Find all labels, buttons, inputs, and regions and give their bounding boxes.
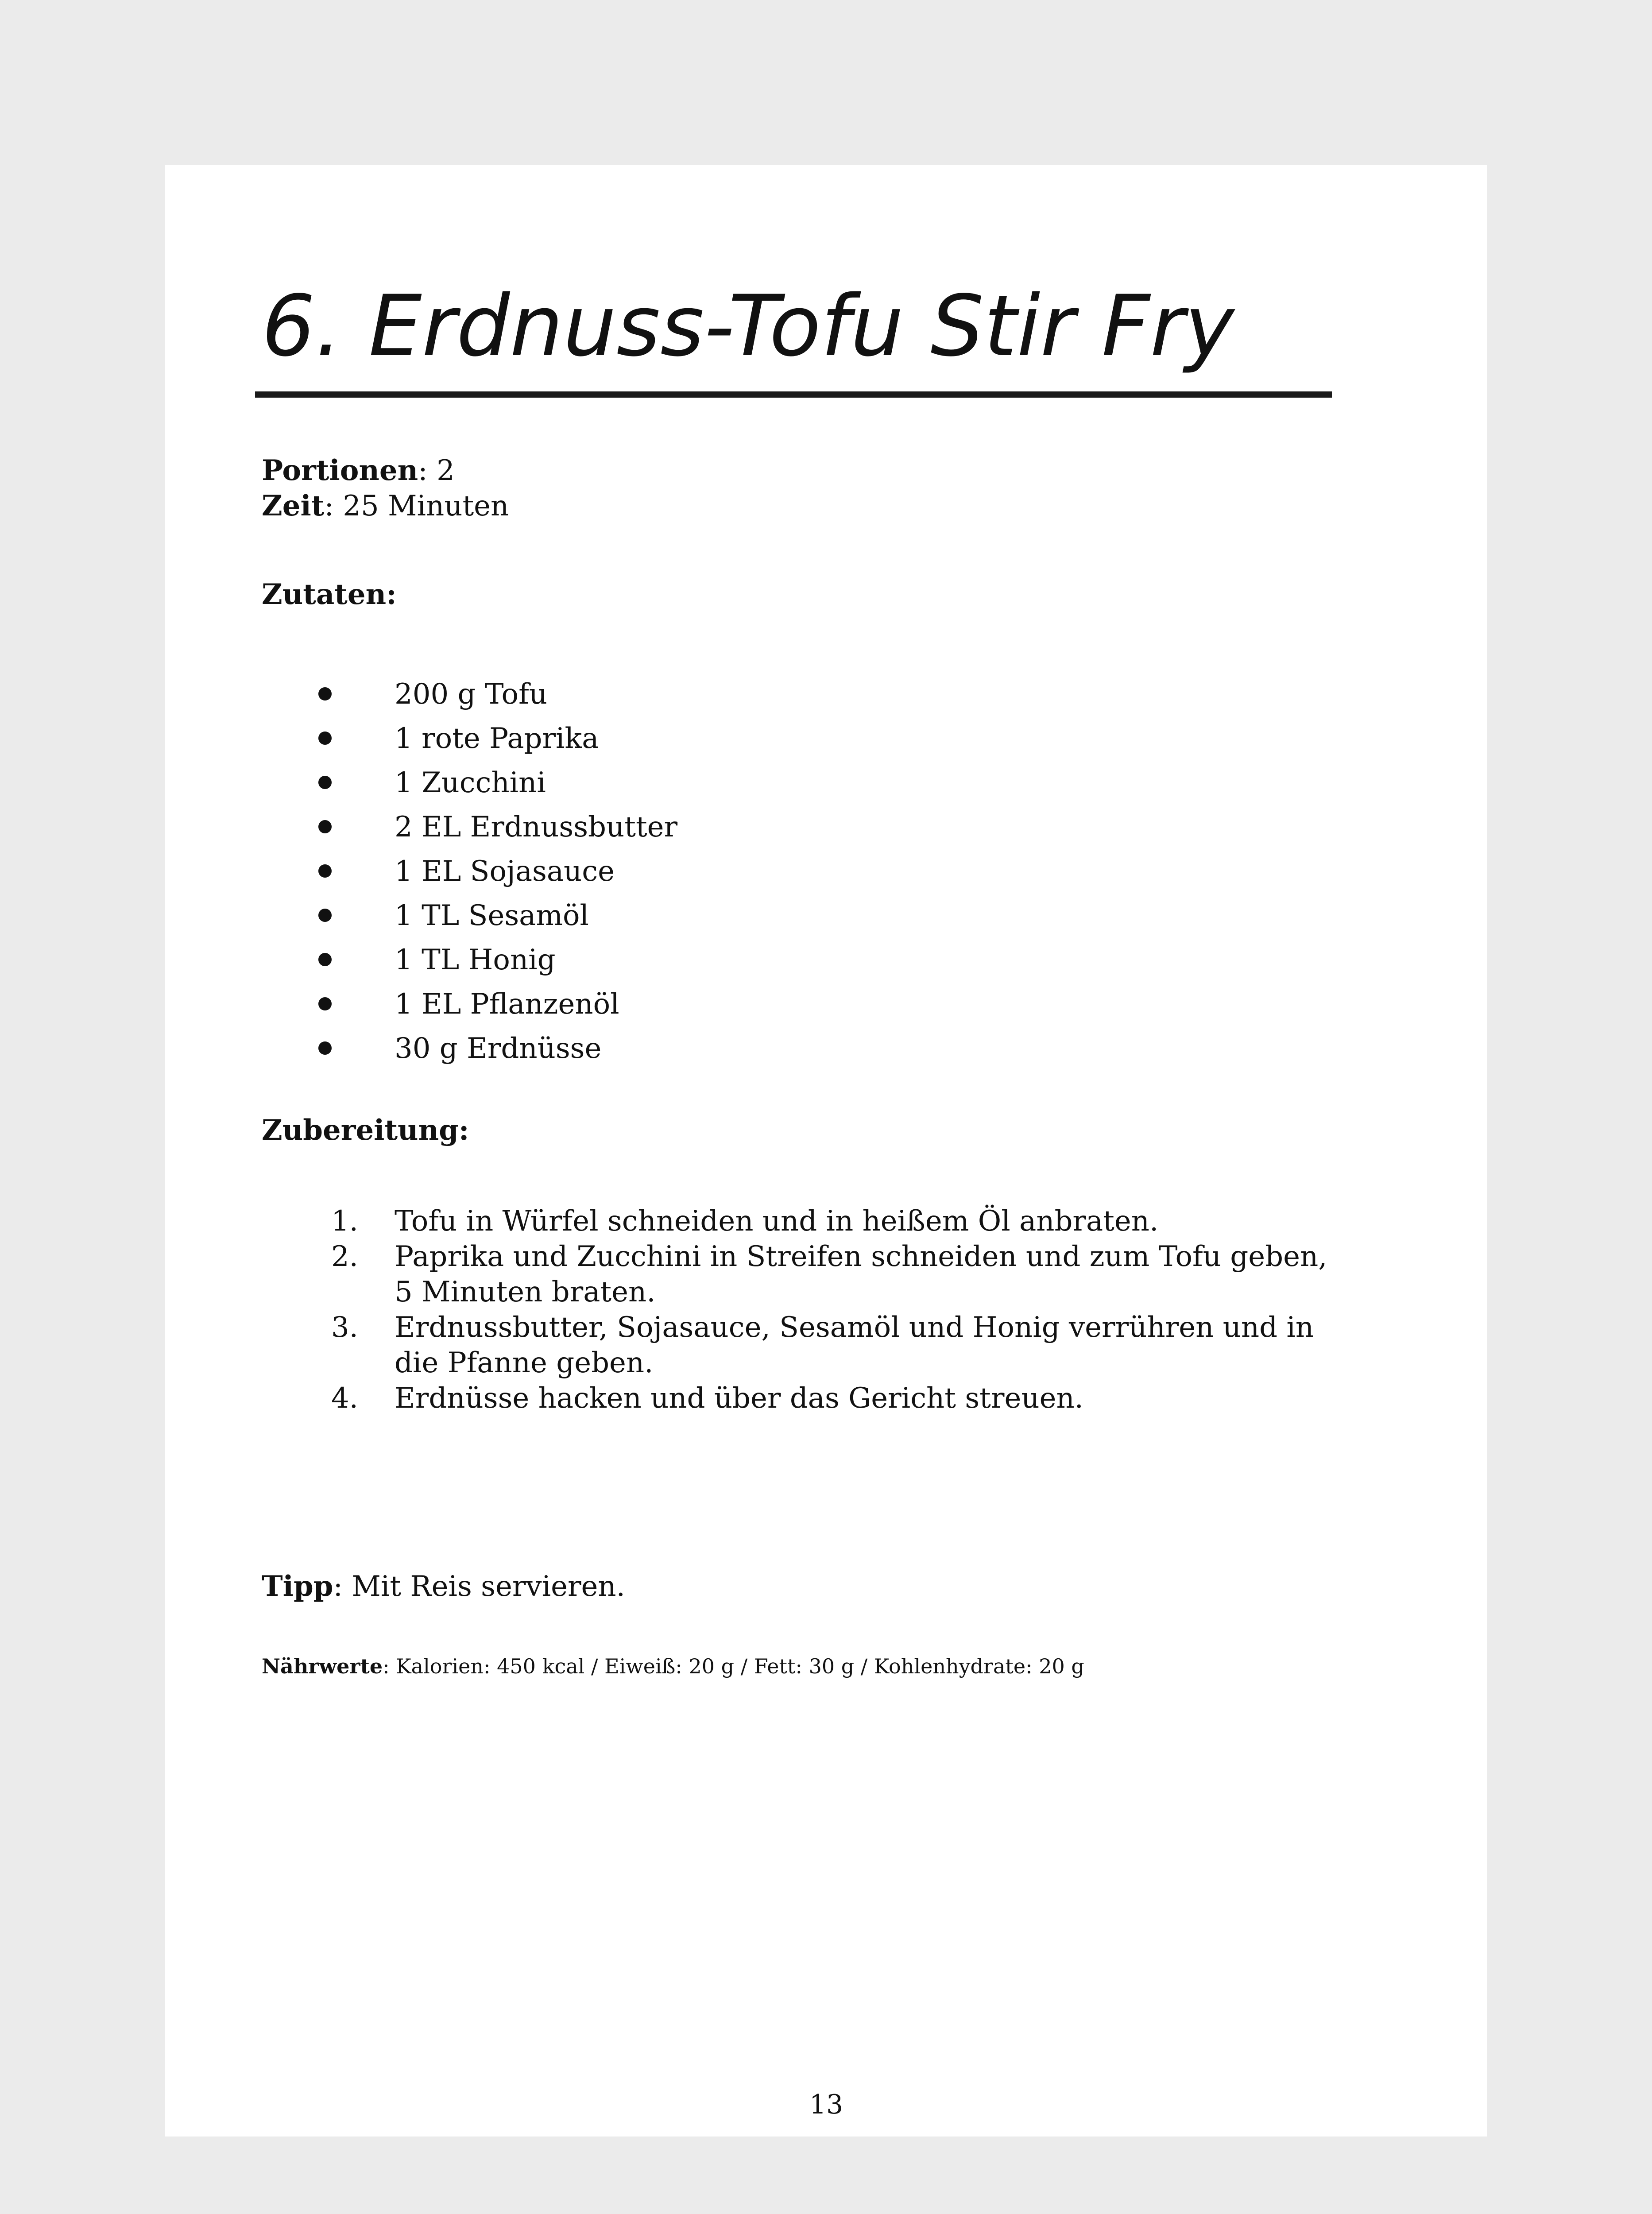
recipe-title: 6. Erdnuss-Tofu Stir Fry xyxy=(262,277,1234,375)
step-text: Tofu in Würfel schneiden und in heißem Öl anbraten. xyxy=(395,1205,1159,1238)
portions-label: Portionen xyxy=(262,454,418,487)
step-text: Paprika und Zucchini in Streifen schneiden und zum Tofu geben, 5 Minuten braten. xyxy=(395,1240,1327,1308)
step-number: 4. xyxy=(331,1382,358,1415)
steps-heading: Zubereitung: xyxy=(262,1114,469,1147)
step-text: Erdnussbutter, Sojasauce, Sesamöl und Honig verrühren und in die Pfanne geben. xyxy=(395,1311,1314,1379)
portions-value: : 2 xyxy=(418,454,455,487)
page-number: 13 xyxy=(809,2089,843,2120)
tip-line xyxy=(262,1569,625,1604)
nutrition-line xyxy=(262,1653,1084,1680)
step-number: 1. xyxy=(331,1205,358,1238)
document-page: 6. Erdnuss-Tofu Stir Fry Portionen: 2 Zeit: 25 Minuten Zutaten: 200 g Tofu 1 rote Paprika 1 Zucchini 2 EL Erdnussbutter 1 EL Sojasauce 1 TL Sesamöl 1 TL Honig 1 EL Pflanzenöl 30 g Erdnüsse Zubereitung: 1. Tofu in Würfel schneiden und in heißem Öl anbraten. 2. Paprika und Zucchini in Streifen schneiden und zum Tofu geben, 5 Minuten braten. 3. Erdnussbutter, Sojasauce, Sesamöl und Honig verrühren und in die Pfanne geben. 4. Erdnüsse hacken und über das Gericht streuen. Tipp: Mit Reis servieren. Nährwerte: Kalorien: 450 kcal / Eiweiß: 20 g / Fett: 30 g / Kohlenhydrate: 20 g 13 xyxy=(165,165,1487,2137)
steps-list xyxy=(262,1204,1369,1416)
nutrition-value: : Kalorien: 450 kcal / Eiweiß: 20 g / Fett: 30 g / Kohlenhydrate: 20 g xyxy=(383,1654,1084,1678)
time-line xyxy=(262,488,509,524)
tip-label: Tipp xyxy=(262,1570,333,1603)
step-item xyxy=(262,1239,1369,1310)
portions-line xyxy=(262,453,455,488)
time-label: Zeit xyxy=(262,489,325,523)
step-item xyxy=(262,1310,1369,1381)
step-item xyxy=(262,1381,1369,1416)
step-text: Erdnüsse hacken und über das Gericht streuen. xyxy=(395,1382,1083,1415)
tip-value: : Mit Reis servieren. xyxy=(333,1570,625,1603)
step-number: 3. xyxy=(331,1311,358,1344)
ingredients-heading: Zutaten: xyxy=(262,578,397,611)
title-underline xyxy=(255,391,1332,398)
time-value: : 25 Minuten xyxy=(324,490,509,523)
nutrition-label: Nährwerte xyxy=(262,1654,383,1678)
step-number: 2. xyxy=(331,1240,358,1273)
step-item xyxy=(262,1204,1369,1239)
